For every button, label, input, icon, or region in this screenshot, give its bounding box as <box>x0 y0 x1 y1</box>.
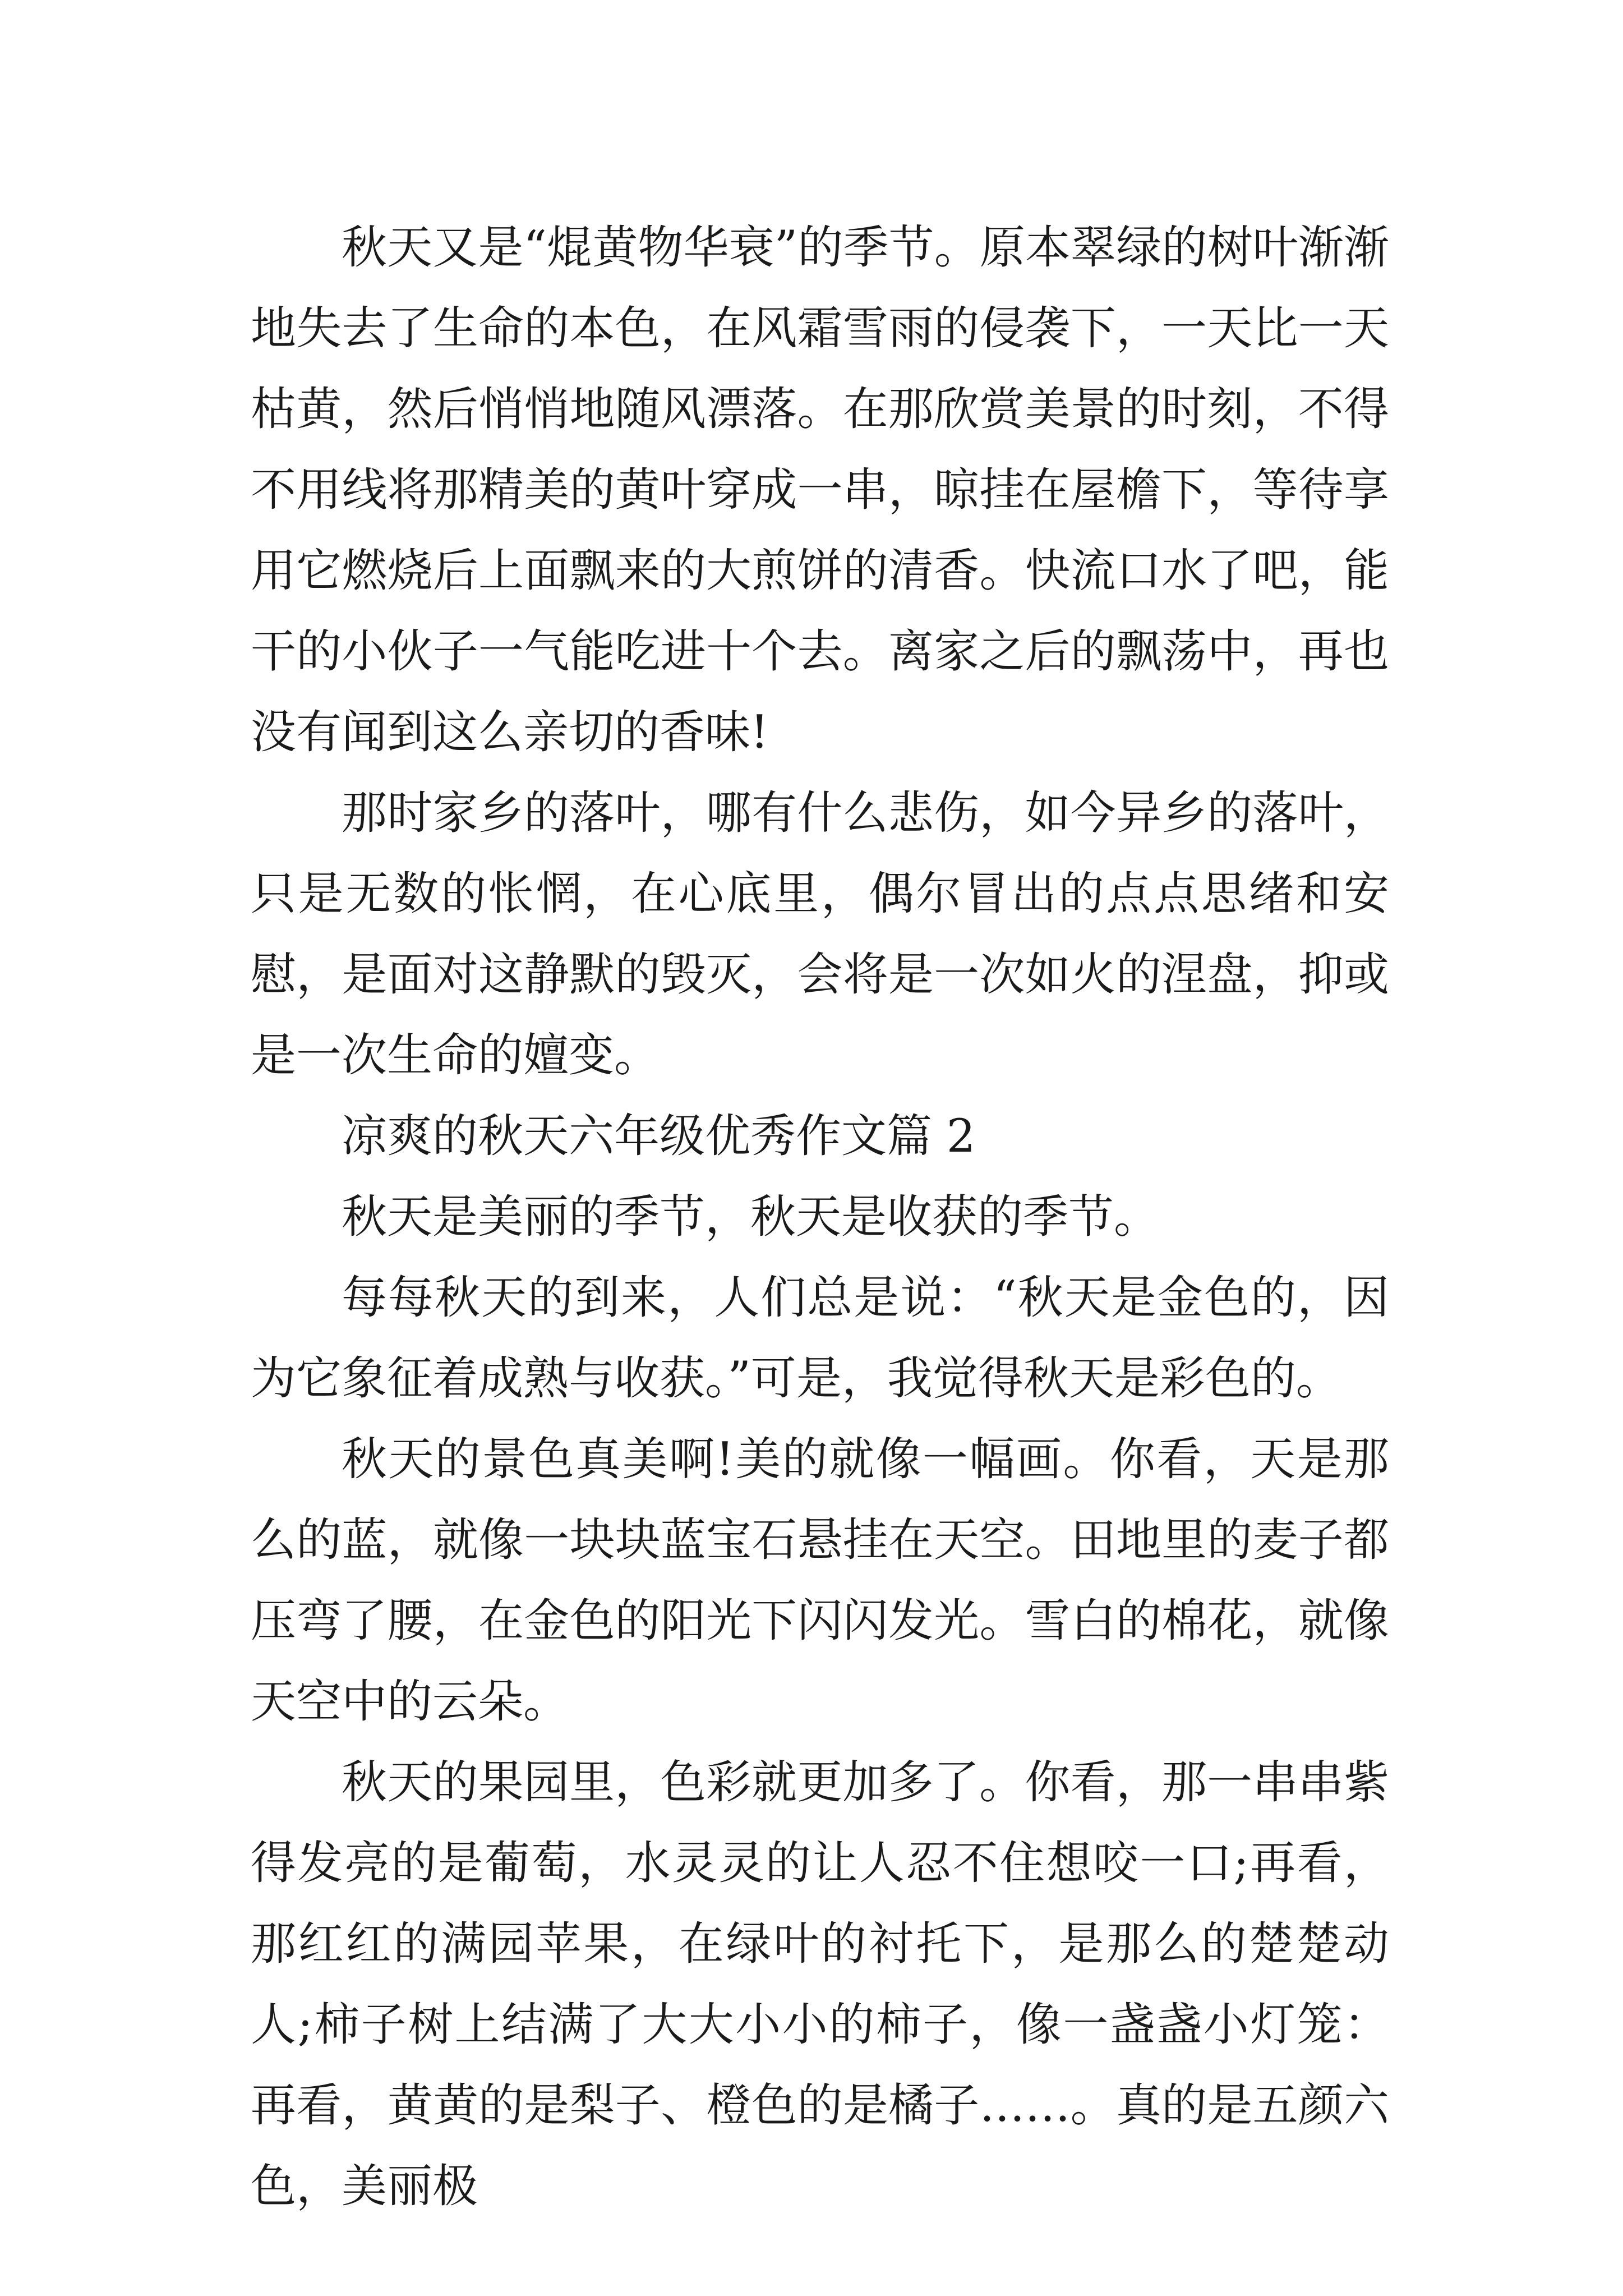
paragraph-autumn-scenery: 秋天的景色真美啊!美的就像一幅画。你看，天是那么的蓝，就像一块块蓝宝石悬挂在天空。田地里的麦子都压弯了腰，在金色的阳光下闪闪发光。雪白的棉花，就像天空中的云朵。 <box>251 1433 1389 1728</box>
paragraph-hometown-leaves: 那时家乡的落叶，哪有什么悲伤，如今异乡的落叶，只是无数的怅惘，在心底里，偶尔冒出的点点思绪和安慰，是面对这静默的毁灭，会将是一次如火的涅盘，抑或是一次生命的嬗变。 <box>251 787 1389 1082</box>
document-body <box>251 208 1389 2227</box>
section-title: 凉爽的秋天六年级优秀作文篇 2 <box>342 1110 976 1163</box>
paragraph-colorful-autumn: 每每秋天的到来，人们总是说：“秋天是金色的，因为它象征着成熟与收获。”可是，我觉得秋天是彩色的。 <box>251 1272 1389 1405</box>
paragraph-orchard: 秋天的果园里，色彩就更加多了。你看，那一串串紫得发亮的是葡萄，水灵灵的让人忍不住想咬一口;再看，那红红的满园苹果，在绿叶的衬托下，是那么的楚楚动人;柿子树上结满了大大小小的柿子，像一盏盏小灯笼：再看，黄黄的是梨子、橙色的是橘子……。真的是五颜六色，美丽极 <box>251 1756 1389 2213</box>
paragraph-beautiful-season: 秋天是美丽的季节，秋天是收获的季节。 <box>342 1191 1160 1244</box>
paragraph-autumn-leaves: 秋天又是“焜黄物华衰”的季节。原本翠绿的树叶渐渐地失去了生命的本色，在风霜雪雨的侵袭下，一天比一天枯黄，然后悄悄地随风漂落。在那欣赏美景的时刻，不得不用线将那精美的黄叶穿成一串，晾挂在屋檐下，等待享用它燃烧后上面飘来的大煎饼的清香。快流口水了吧，能干的小伙子一气能吃进十个去。离家之后的飘荡中，再也没有闻到这么亲切的香味! <box>251 222 1389 759</box>
